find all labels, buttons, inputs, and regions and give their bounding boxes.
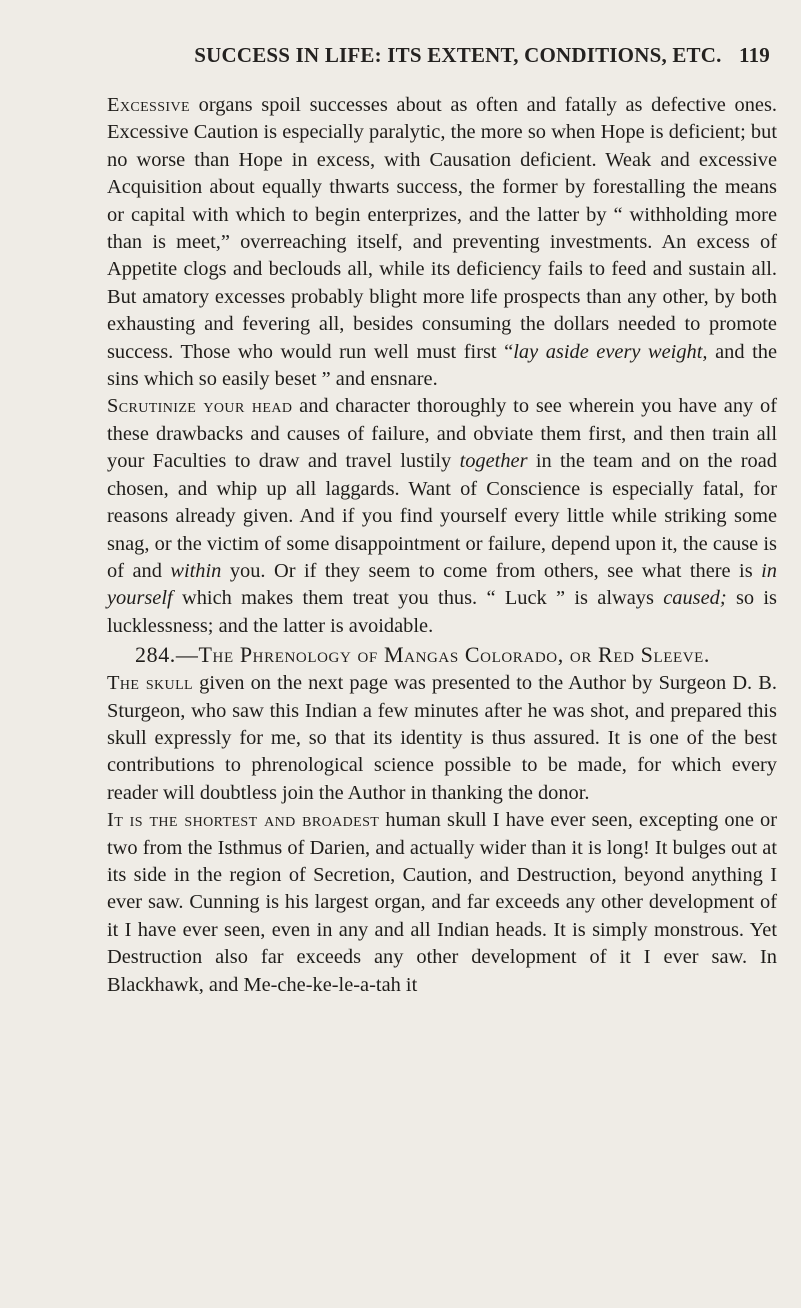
page-number: 119	[739, 43, 770, 67]
paragraph-tail: and the sins which so easily beset ” and ensnare.	[107, 340, 777, 391]
paragraph-text: human skull I have ever seen, excepting one or two from the Isthmus of Darien, and actually wider than it is long! It bulges out at its side in the region of Secretion, Caution, and Destruction, beyond anything I ever saw. Cunning is his largest organ, and far exceeds any other development of it I have ever seen, even in any and all Indian heads. It is simply monstrous. Yet Destruction also far exceeds any other development of it I ever saw. In Blackhawk, and Me-che-ke-le-a-tah it	[107, 809, 777, 996]
running-head	[150, 43, 770, 68]
paragraph-lead: The skull	[107, 672, 193, 695]
section-heading: 284.—The Phrenology of Mangas Colorado, or Red Sleeve.	[135, 642, 711, 668]
paragraph-lead: Excessive	[107, 94, 190, 116]
paragraph-emphasis-within: within	[170, 559, 222, 582]
paragraph-excessive-organs	[107, 92, 777, 393]
paragraph-text: given on the next page was presented to the Author by Surgeon D. B. Sturgeon, who saw this Indian a few minutes after he was shot, and prepared this skull expressly for me, so that its identity is thus assured. It is one of the best contributions to phrenological science possible to be made, for which every reader will doubtless join the Author in thanking the donor.	[107, 672, 777, 804]
paragraph-tail: in the team and on the road chosen, and whip up all laggards. Want of Conscience is especially fatal, for reasons already given. And if you find yourself every little while striking some snag, or the victim of some disappointment or failure, depend upon it, the cause is of and	[107, 450, 777, 582]
paragraph-shortest-broadest	[107, 807, 777, 999]
paragraph-scrutinize	[107, 393, 777, 640]
paragraph-emphasis: lay aside every weight,	[513, 340, 708, 363]
paragraph-text-end: so is lucklessness; and the latter is avoidable.	[107, 587, 777, 637]
paragraph-the-skull	[107, 670, 777, 807]
paragraph-text-mid: you. Or if they seem to come from others, see what there is	[221, 559, 762, 582]
paragraph-emphasis-caused: caused;	[663, 587, 727, 610]
body-text	[107, 92, 777, 999]
paragraph-lead: It is the shortest and broadest	[107, 809, 380, 832]
paragraph-emphasis: together	[459, 450, 528, 473]
paragraph-text: organs spoil successes about as often and fatally as defective ones. Excessive Caution is especially paralytic, the more so when Hope is deficient; but no worse than Hope in excess, with Causation deficient. Weak and excessive Acquisition about equally thwarts success, the former by forestalling the means or capital with which to begin enterprizes, and the latter by “ withholding more than is meet,” overreaching itself, and preventing investments. An excess of Appetite clogs and beclouds all, while its deficiency fails to feed and sustain all. But amatory excesses probably blight more life prospects than any other, by both exhausting and fevering all, besides consuming the dollars needed to promote success. Those who would run well must first “	[107, 94, 777, 363]
paragraph-text-mid2: which makes them treat you thus. “ Luck ” is always	[172, 587, 664, 610]
paragraph-emphasis-yourself: in yourself	[107, 559, 777, 610]
paragraph-text: and character thoroughly to see wherein you have any of these drawbacks and causes of failure, and obviate them first, and then train all your Faculties to draw and travel lustily	[107, 395, 777, 473]
paragraph-lead: Scrutinize your head	[107, 395, 293, 418]
running-title: SUCCESS IN LIFE: ITS EXTENT, CONDITIONS, ETC.	[194, 43, 722, 67]
